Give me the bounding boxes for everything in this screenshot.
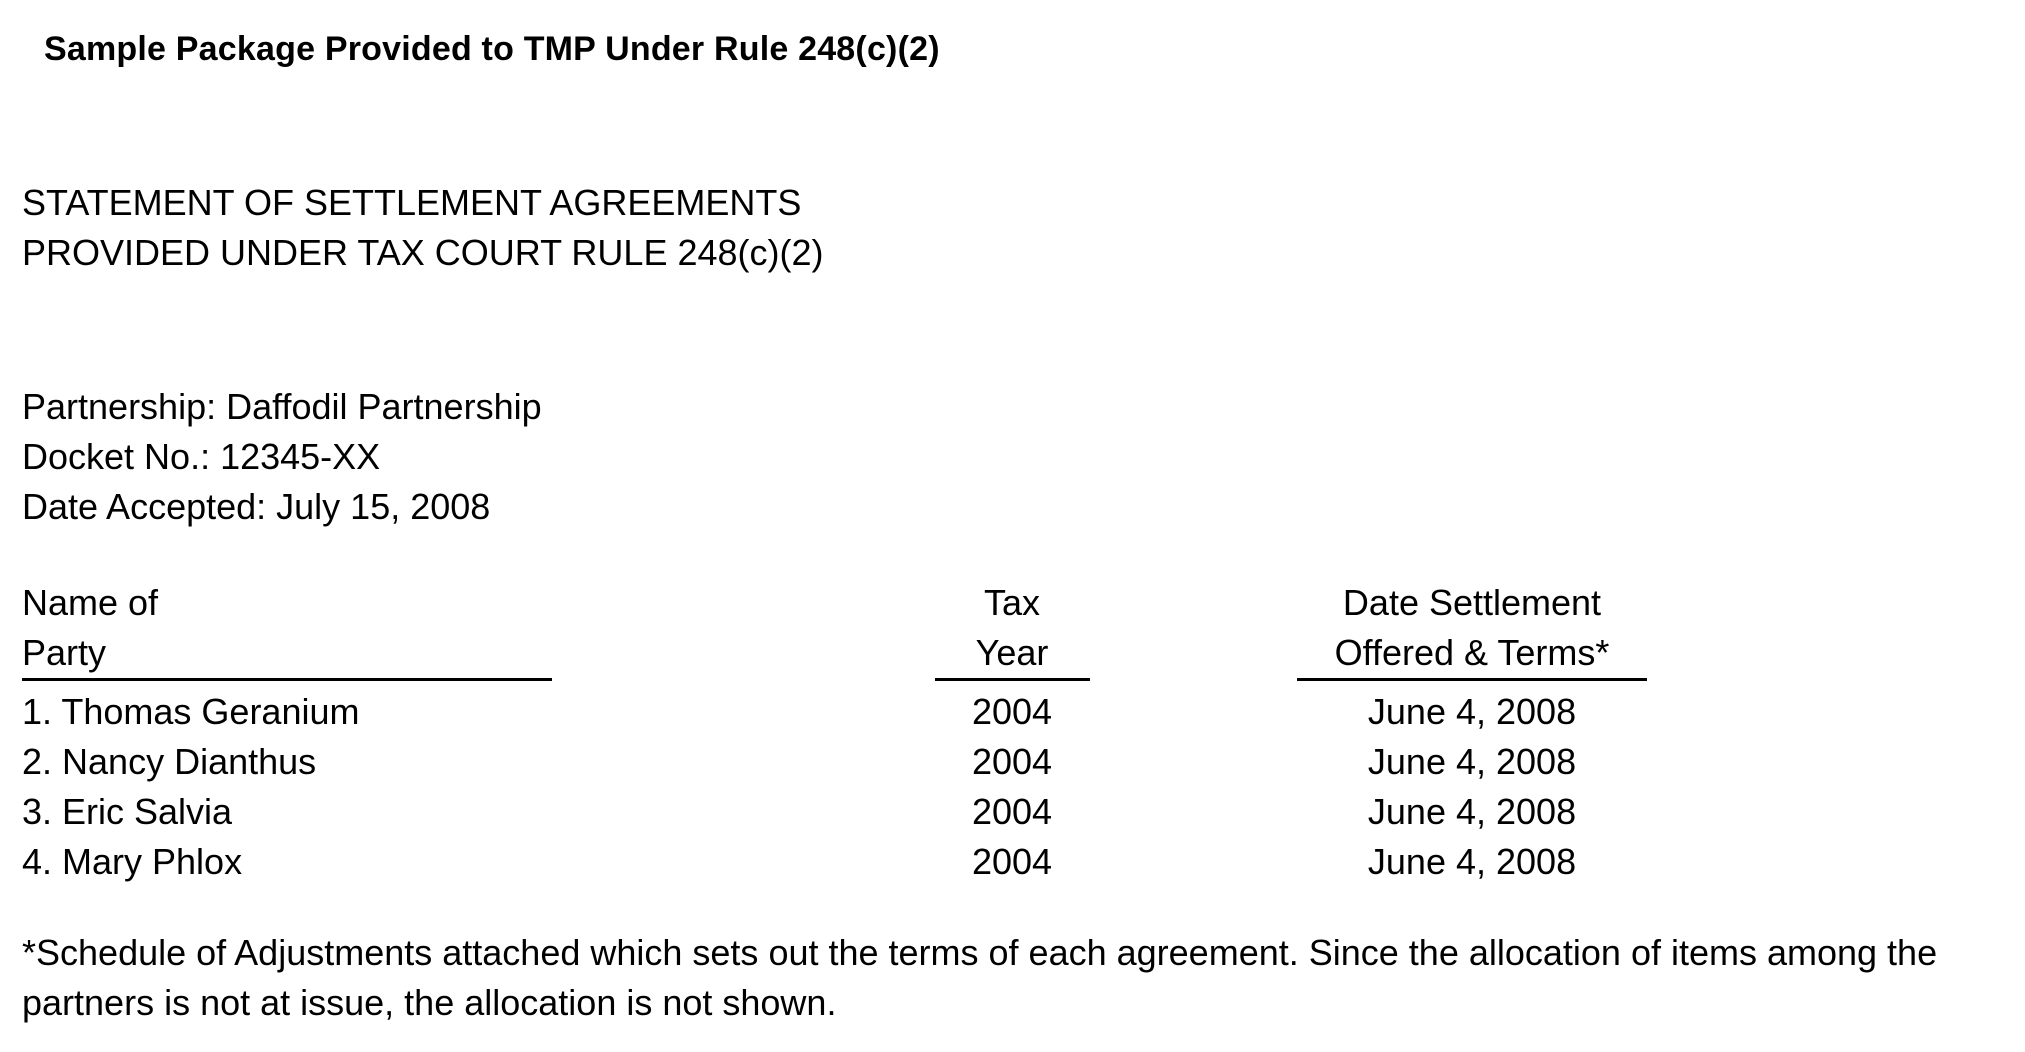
settlement-table-wrapper — [22, 578, 1992, 887]
cell-party-name: 3. Eric Salvia — [22, 791, 233, 832]
table-row — [22, 837, 1722, 887]
partnership-name: Partnership: Daffodil Partnership — [22, 386, 542, 427]
header-year-bottom-cell — [802, 628, 1222, 683]
header-date-bottom: Offered & Terms* — [1297, 628, 1647, 681]
cell-party-name: 4. Mary Phlox — [22, 841, 243, 882]
cell-settlement-date: June 4, 2008 — [1367, 841, 1577, 882]
footnote: *Schedule of Adjustments attached which sets out the terms of each agreement. Since the allocation of items among the partners is not at issue, the allocation is not shown. — [22, 932, 1938, 1023]
case-metadata — [22, 382, 542, 532]
date-accepted: Date Accepted: July 15, 2008 — [22, 486, 491, 527]
header-date-top: Date Settlement — [1342, 582, 1602, 623]
cell-tax-year: 2004 — [971, 691, 1053, 732]
cell-settlement-date: June 4, 2008 — [1367, 741, 1577, 782]
cell-tax-year: 2004 — [971, 841, 1053, 882]
settlement-table — [22, 578, 1722, 887]
statement-heading-line-2: PROVIDED UNDER TAX COURT RULE 248(c)(2) — [22, 232, 824, 273]
cell-party-name: 2. Nancy Dianthus — [22, 741, 317, 782]
header-name-bottom: Party — [22, 628, 552, 681]
table-row — [22, 683, 1722, 737]
statement-heading-line-1: STATEMENT OF SETTLEMENT AGREEMENTS — [22, 182, 802, 223]
page-title: Sample Package Provided to TMP Under Rule 248(c)(2) — [44, 30, 940, 68]
cell-settlement-date: June 4, 2008 — [1367, 691, 1577, 732]
docket-number: Docket No.: 12345-XX — [22, 436, 381, 477]
table-row — [22, 737, 1722, 787]
cell-tax-year: 2004 — [971, 791, 1053, 832]
statement-heading — [22, 178, 824, 278]
table-header-row-bottom — [22, 628, 1722, 683]
header-name-bottom-cell — [22, 628, 802, 683]
header-name-top: Name of — [22, 582, 159, 623]
header-year-bottom: Year — [935, 628, 1090, 681]
header-date-bottom-cell — [1222, 628, 1722, 683]
cell-tax-year: 2004 — [971, 741, 1053, 782]
header-year-top: Tax — [983, 582, 1041, 623]
table-header-row-top — [22, 578, 1722, 628]
cell-settlement-date: June 4, 2008 — [1367, 791, 1577, 832]
cell-party-name: 1. Thomas Geranium — [22, 691, 360, 732]
table-header — [22, 578, 1722, 683]
table-row — [22, 787, 1722, 837]
table-body — [22, 683, 1722, 887]
